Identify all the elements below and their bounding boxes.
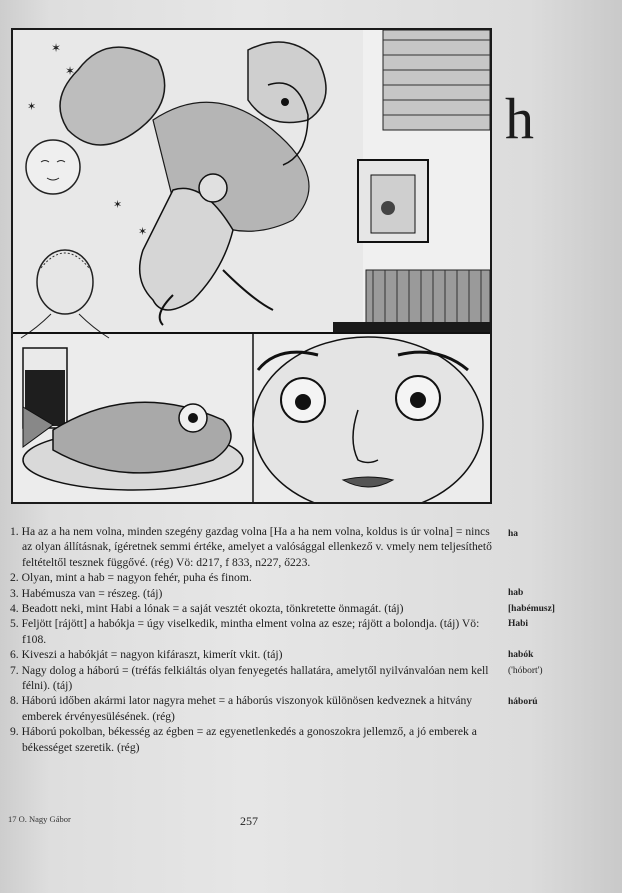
svg-text:✶: ✶ [113,199,123,211]
entry-4: 4. Beadott neki, mint Habi a lónak = a saját vesztét okozta, tönkretette önmagát. (táj) [10,602,404,616]
svg-text:✶: ✶ [65,64,76,78]
side-label-habemusz: [habémusz] [508,604,555,614]
entry-2: 2. Olyan, mint a hab = nagyon fehér, puha és finom. [10,571,252,585]
entry-7: 7. Nagy dolog a háború = (tréfás felkiáltás olyan fenyegetés hallatára, amelytől nyilvánvalóan nem kell félni). (táj) [10,663,489,693]
entry-list [10,524,500,755]
svg-text:✶: ✶ [138,226,148,238]
page-number: 257 [240,814,258,828]
side-label-hobort: ('hóbort') [508,666,543,676]
side-label-habi: Habi [508,619,529,629]
side-label-habok: habók [508,650,534,660]
illustration [11,28,492,504]
entry-1: 1. Ha az a ha nem volna, minden szegény gazdag volna [Ha a ha nem volna, koldus is úr volna] = nincs az olyan állításnak, ígéretnek semmi értéke, amelyet a valósággal ellenkező v. vmely nem teljesíthető feltételtől tesznek függővé. (rég) Vö: d217, f 833, n227, ő223. [10,525,492,569]
entry-5: 5. Feljött [rájött] a habókja = úgy viselkedik, mintha elment volna az esze; rájött a bolondja. (táj) Vö: f108. [10,617,480,646]
section-letter: h [505,86,534,151]
side-label-ha: ha [508,529,519,539]
entry-3: 3. Habémusza van = részeg. (táj) [10,586,163,600]
entry-6: 6. Kiveszi a habókját = nagyon kifáraszt, kimerít vkit. (táj) [10,648,283,662]
svg-text:✶: ✶ [51,41,62,55]
side-label-hab: hab [508,588,524,598]
svg-text:✶: ✶ [27,101,37,113]
entry-9: 9. Háború pokolban, békesség az égben = az egyenetlenkedés a gonoszokra jellemző, a jó emberek a békességet szeretik. (rég) [10,725,477,754]
footer-author: 17 O. Nagy Gábor [8,814,71,824]
entry-8: 8. Háború időben akármi lator nagyra mehet = a háborús viszonyok különösen kedveznek a hitvány emberek érvényesülésének. (rég) [10,694,473,723]
side-label-haboru: háború [508,697,538,707]
